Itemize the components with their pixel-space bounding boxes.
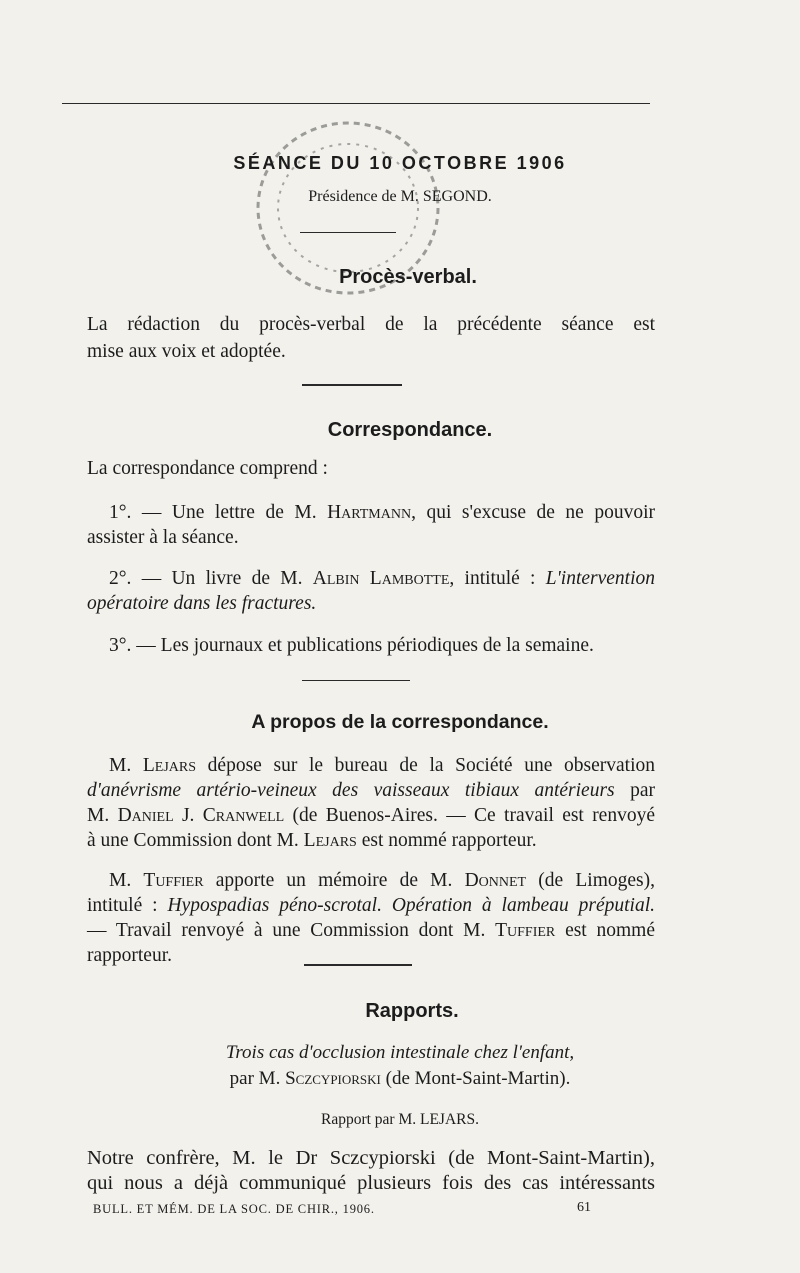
short-rule-4 [304,964,412,966]
p1-name-lejars-2: Lejars [303,830,357,851]
top-rule [62,103,650,104]
item2-text-a: 2°. — Un livre de M. [109,568,313,589]
proces-verbal-line2: mise aux voix et adoptée. [87,341,286,362]
footer-journal: BULL. ET MÉM. DE LA SOC. DE CHIR., 1906. [93,1202,375,1216]
p1-l4-b: est nommé rapporteur. [356,830,537,851]
correspondance-heading: Correspondance. [327,419,493,441]
a-propos-p1-line1 [109,755,655,777]
a-propos-p1-line3 [87,805,655,827]
p1-text-b: dépose sur le bureau de la Société une observation [196,755,655,776]
item1-text-b: , qui s'excuse de ne pouvoir [411,502,655,523]
short-rule-3 [302,680,410,681]
rapport-body-line1: Notre confrère, M. le Dr Sczcypiorski (de Mont-Saint-Martin), [87,1147,655,1169]
p2-l3-a: — Travail renvoyé à une Commission dont M. [87,920,496,941]
p1-italic-title: d'anévrisme artério-veineux des vaisseaux tibiaux antérieurs [87,780,615,801]
p2-name-tuffier: Tuffier [143,870,204,891]
rapport-byline: Rapport par M. LEJARS. [320,1111,479,1128]
rapport-author-name: Sczcypiorski [285,1068,381,1089]
short-rule-1 [300,232,396,233]
p2-name-donnet: Donnet [464,870,527,891]
correspondance-item-1-line2: assister à la séance. [87,527,239,548]
item1-name: Hartmann [327,502,412,523]
p1-text-a: M. [109,755,143,776]
p2-name-tuffier-2: Tuffier [495,920,556,941]
p2-l1-a: M. [109,870,144,891]
a-propos-p2-line1 [109,870,655,892]
p2-italic-title: Hypospadias péno-scrotal. Opération à lambeau préputial. [167,895,655,916]
p1-l3-b: (de Buenos-Aires. — Ce travail est renvoyé [284,805,655,826]
footer-page-number: 61 [577,1200,591,1215]
rapport-par: par M. [229,1068,286,1089]
p2-l2-a: intitulé : [87,895,168,916]
item2-name: Albin Lambotte [312,568,450,589]
presidence-line: Présidence de M. SEGOND. [308,188,492,205]
rapport-title-line1: Trois cas d'occlusion intestinale chez l'enfant, [225,1042,575,1063]
rapport-title-line2 [0,1068,800,1090]
rapport-body-line2: qui nous a déjà communiqué plusieurs fois des cas intéressants [87,1172,655,1194]
p1-name-lejars: Lejars [142,755,197,776]
correspondance-item-3: 3°. — Les journaux et publications périodiques de la semaine. [109,635,594,656]
p1-text-par: par [614,780,655,801]
rapport-place: (de Mont-Saint-Martin). [380,1068,571,1089]
a-propos-p2-line3 [87,920,655,942]
correspondance-item-1-line1 [109,502,655,524]
p2-l1-c: (de Limoges), [526,870,655,891]
p1-l3-a: M. [87,805,118,826]
item2-text-b: , intitulé : [449,568,546,589]
proces-verbal-line1: La rédaction du procès-verbal de la précédente séance est [87,314,655,335]
p1-l4-a: à une Commission dont M. [87,830,304,851]
proces-verbal-heading: Procès-verbal. [339,266,477,288]
a-propos-p2-line4: rapporteur. [87,945,173,966]
rapports-heading: Rapports. [365,1000,459,1022]
correspondance-intro: La correspondance comprend : [87,458,328,479]
item1-text-a: 1°. — Une lettre de M. [109,502,328,523]
item2-title-1: L'intervention [545,568,656,589]
session-title: SÉANCE DU 10 OCTOBRE 1906 [233,153,567,173]
a-propos-p1-line2 [87,780,655,802]
a-propos-p2-line2 [87,895,655,917]
p2-l3-b: est nommé [555,920,655,941]
a-propos-p1-line4 [87,830,655,852]
correspondance-item-2-line1 [109,568,655,590]
correspondance-item-2-line2: opératoire dans les fractures. [87,593,317,614]
p1-name-cranwell: Daniel J. Cranwell [117,805,285,826]
short-rule-2 [302,384,402,386]
p2-l1-b: apporte un mémoire de M. [203,870,465,891]
a-propos-heading: A propos de la correspondance. [251,711,549,733]
